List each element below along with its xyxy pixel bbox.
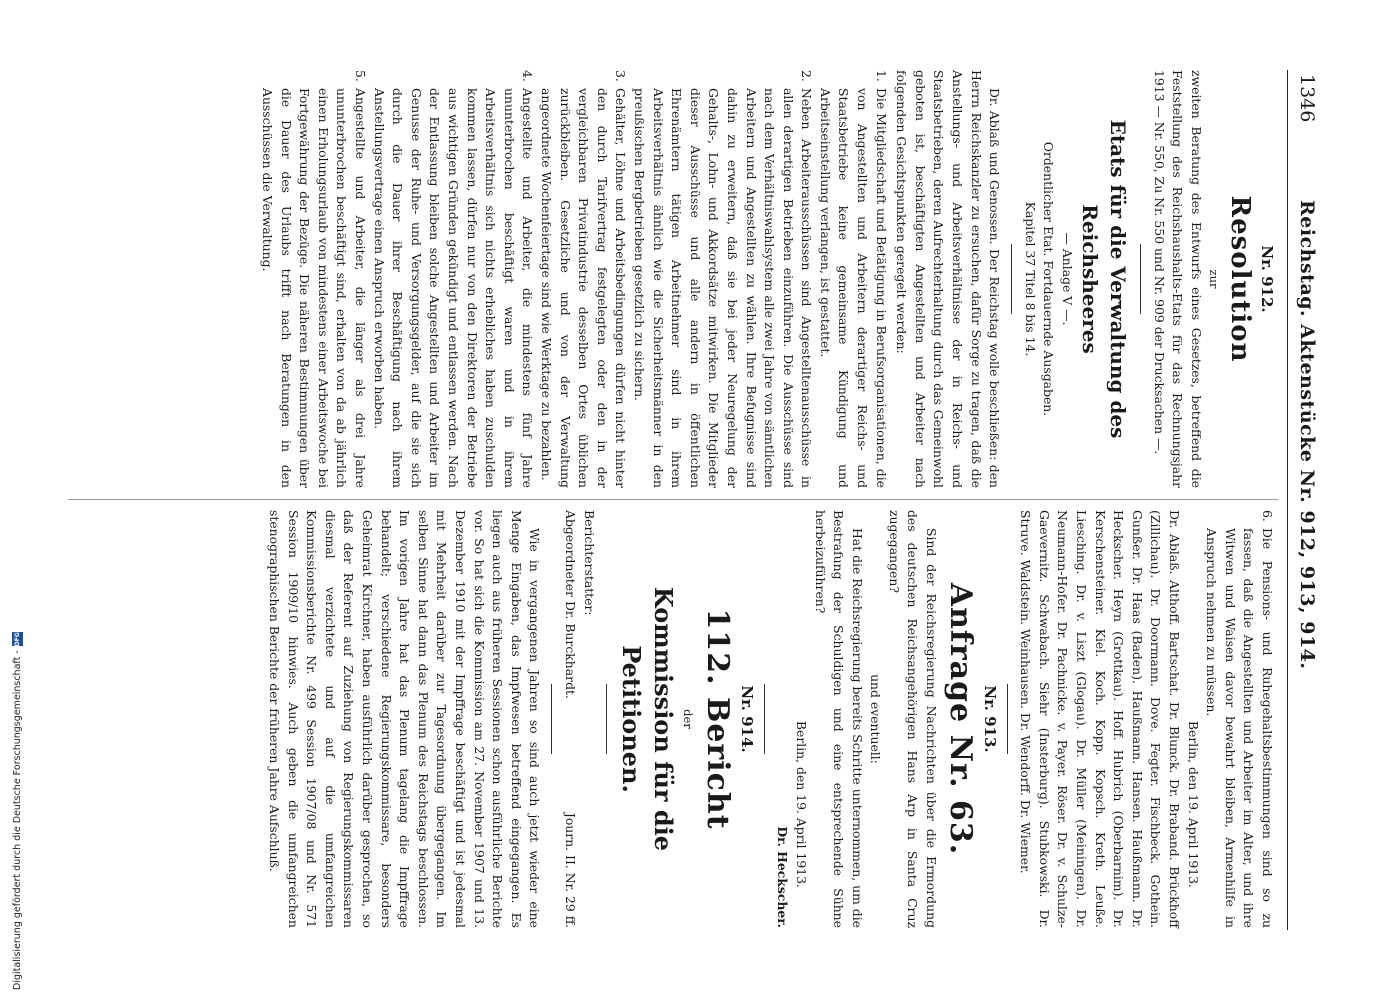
divider [551,684,552,754]
bericht-title: 112. Bericht [700,608,736,830]
ordentlicher-etat: Ordentlicher Etat. Fortdauernde Ausgaben. [1041,141,1057,417]
page-header [1287,70,1320,930]
signer: Dr. Heckscher. [775,826,791,928]
zur-label: zur [1207,269,1222,289]
document-page [65,70,1320,930]
berichterstatter-label: Berichterstatter: [581,510,597,616]
list-item: 1. Die Mitgliedschaft und Betätigung in Berufsorganisationen, die von Angestellten und Arbeitern derartiger Reichs- und Staatsbetriebe keine gemeinsame Kündigung und Arbeitseinstellung verlangen, ist gestattet. [817,70,889,488]
kapitel-label: Kapitel 37 Titel 8 bis 14. [1022,201,1038,357]
list-item: 2. Neben Arbeiterausschüssen sind Angestelltenausschüsse in allen derartigen Betrieben einzuführen. Die Ausschüsse sind nach dem Verhältniswahlsystem alle zwei Jahre von sämtlichen Arbeitern und Angestellten zu wählen. Ihre Befugnisse sind dahin zu erweitern, daß sie bei jeder Neuregelung der Gehalts-, Lohn- und Akkordsätze mitwirken. Die Mitglieder dieser Ausschüsse und alle andern in öffentlichen Ehrenämtern tätigen Arbeitnehmer sind in ihrem Arbeitsverhältnis ähnlich wie die Sicherheitsmänner in den preußischen Bergbetrieben gesetzlich zu sichern. [631,70,815,488]
list-item: 6. Die Pensions- und Ruhegehaltsbestimmungen sind so zu fassen, daß die Angestellten und Arbeiter im Alter, und ihre Witwen und Waisen davor bewahrt bleiben, Armenhilfe in Anspruch nehmen zu müssen. [1204,510,1275,928]
resolution-number: Nr. 912. [1258,245,1276,313]
bericht-text: Wie in vergangenen Jahren so sind auch jetzt wieder eine Menge Eingaben, das Impfwesen betreffend eingegangen. Es liegen auch aus früheren Sessionen schon ausführliche Berichte vor. So hat sich die Kommission am 27. November 1907 und 13. Dezember 1910 mit der Impffrage beschäftigt und ist jedesmal mit Mehrheit darüber zur Tagesordnung übergegangen. Im selben Sinne hat dann das Plenum des Reichstags beschlossen. Im vorigen Jahre hat das Plenum tagelang die Impffrage behandelt; verschiedene Regierungskommissare, besonders Geheimrat Kirchner, haben ausführlich darüber gesprochen, so daß der Referent auf Zuziehung von Regierungskommissaren diesmal verzichtete und auf die umfangreichen Kommissionsberichte Nr. 499 Session 1907/08 und Nr. 571 Session 1909/10 hinwies. Auch geben die umfangreichen stenographischen Berichte der früheren Jahre Aufschluß. [267,510,543,928]
anfrage-number: Nr. 913. [980,685,999,753]
date-line: Berlin, den 19. April 1913. [793,720,809,888]
page-number: 1346 [1296,74,1318,123]
digitization-text: Digitalisierung gefördert durch die Deutsche Forschungsgemeinschaft - [12,650,23,990]
list-item: 4. Angestellte und Arbeiter, die mindestens fünf Jahre ununterbrochen beschäftigt waren und in ihrem Arbeitsverhältnis sich nichts erhebliches haben zuschulden kommen lassen, dürfen nur von den Direktoren der Betriebe aus wichtigen Gründen gekündigt und entlassen werden. Nach der Entlassung bleiben solche Angestellten und Arbeiter im Genusse der Ruhe- und Versorgungsgelder, auf die sie sich durch die Dauer ihrer Beschäftigung nach ihrem Anstellungsvertrage einen Anspruch erworben haben. [371,70,536,488]
divider [606,684,607,754]
divider [1007,684,1008,754]
berichterstatter-block [560,510,597,928]
anfrage-title: Anfrage Nr. 63. [943,582,979,856]
column-divider [68,499,1278,500]
list-item: 3. Gehälter, Löhne und Arbeitsbedingungen dürfen nicht hinter den durch Tarifvertrag festgelegten oder den in der vergleichbaren Privatindustrie desselben Ortes üblichen zurückbleiben. Gesetzliche und von der Verwaltung angeordnete Wochenfeiertage sind wie Werktage zu bezahlen. [539,70,629,488]
signatories: Dr. Ablaß. Althoff. Bartschat. Dr. Blunck. Dr. Braband. Brückhoff (Zillichau). Dr. Doormann. Dove. Fegter. Fischbeck. Gothein. Gunßer. Dr. Haas (Baden). Haußmann. Hansen. Haußmann. Dr. Heckscher. Heyn (Grottkau). Hoff. Hubrich (Oberbarnim). Dr. Kerschensteiner. Kiel. Koch. Kopp. Kopsch. Kreth. Leuße. Liesching. Dr. v. Liszt (Glogau). Dr. Müller (Meiningen). Dr. Neumann-Hofer. Dr. Pachnicke. v. Payer. Röser. Dr. v. Schulze-Gaevernitz. Schwabach. Siehr (Insterburg). Stubkowski. Dr. Struve. Waldstein. Weinhausen. Dr. Wendorff. Dr. Wiemer. [1018,510,1183,928]
divider [1011,244,1012,314]
anfrage-text-2: Hat die Reichsregierung bereits Schritte unternommen, um die Bestrafung der Schuldigen und eine entsprechende Sühne herbeizuführen? [812,510,865,928]
demands-list-continued [1202,510,1276,928]
motion-text: Dr. Ablaß und Genossen. Der Reichstag wolle beschließen: den Herrn Reichskanzler zu ersuchen, dafür Sorge zu tragen, daß die Anstellungs- und Arbeitsverhältnisse der in Reichs- und Staatsbetrieben, deren Aufrechterhaltung durch das Gemeinwohl geboten ist, beschäftigten Angestellten und Arbeiter nach folgenden Gesichtspunkten geregelt werden: [894,70,1003,488]
der-label: der [681,709,696,729]
running-title: Reichstag. Aktenstücke Nr. 912, 913, 914. [1296,200,1318,670]
kommission-title: Kommission für die Petitionen. [616,586,678,852]
etat-title: Etats für die Verwaltung des Reichsheeres [1078,119,1131,439]
digitization-note [12,0,23,990]
demands-list [258,70,890,488]
berichterstatter-name: Abgeordneter Dr. Burckhardt. [562,510,578,699]
und-eventuell: und eventuell: [868,674,884,764]
bericht-number: Nr. 914. [737,685,756,753]
resolution-intro: zweiten Beratung des Entwurfs eines Gesetzes, betreffend die Feststellung des Reichshaushalts-Etats für das Rechnungsjahr 1913 — Nr. 550, Zu Nr. 550 und Nr. 909 der Drucksachen —. [1151,70,1204,488]
right-column [264,510,1278,928]
date-line: Berlin, den 19. April 1913. [1185,720,1201,888]
dfg-logo-icon: DFG [14,632,21,647]
left-column [258,70,1279,488]
resolution-title: Resolution [1225,195,1256,363]
anlage-label: — Anlage V —. [1060,232,1076,326]
divider [1140,244,1141,314]
journal-number: Journ. II. Nr. 29 ff. [562,812,578,928]
divider [764,684,765,754]
anfrage-text: Sind der Reichsregierung Nachrichten über die Ermordung des deutschen Reichsangehörigen Hans Arp in Santa Cruz zugegangen? [886,510,940,928]
list-item: 5. Angestellte und Arbeiter, die länger als drei Jahre ununterbrochen beschäftigt sind, erhalten von da ab jährlich einen Erholungsurlaub von mindestens einer Arbeitswoche bei Fortgewährung der Bezüge. Die näheren Bestimmungen über die Dauer des Urlaubs trifft nach Beratungen in den Ausschüssen die Verwaltung. [260,70,369,488]
